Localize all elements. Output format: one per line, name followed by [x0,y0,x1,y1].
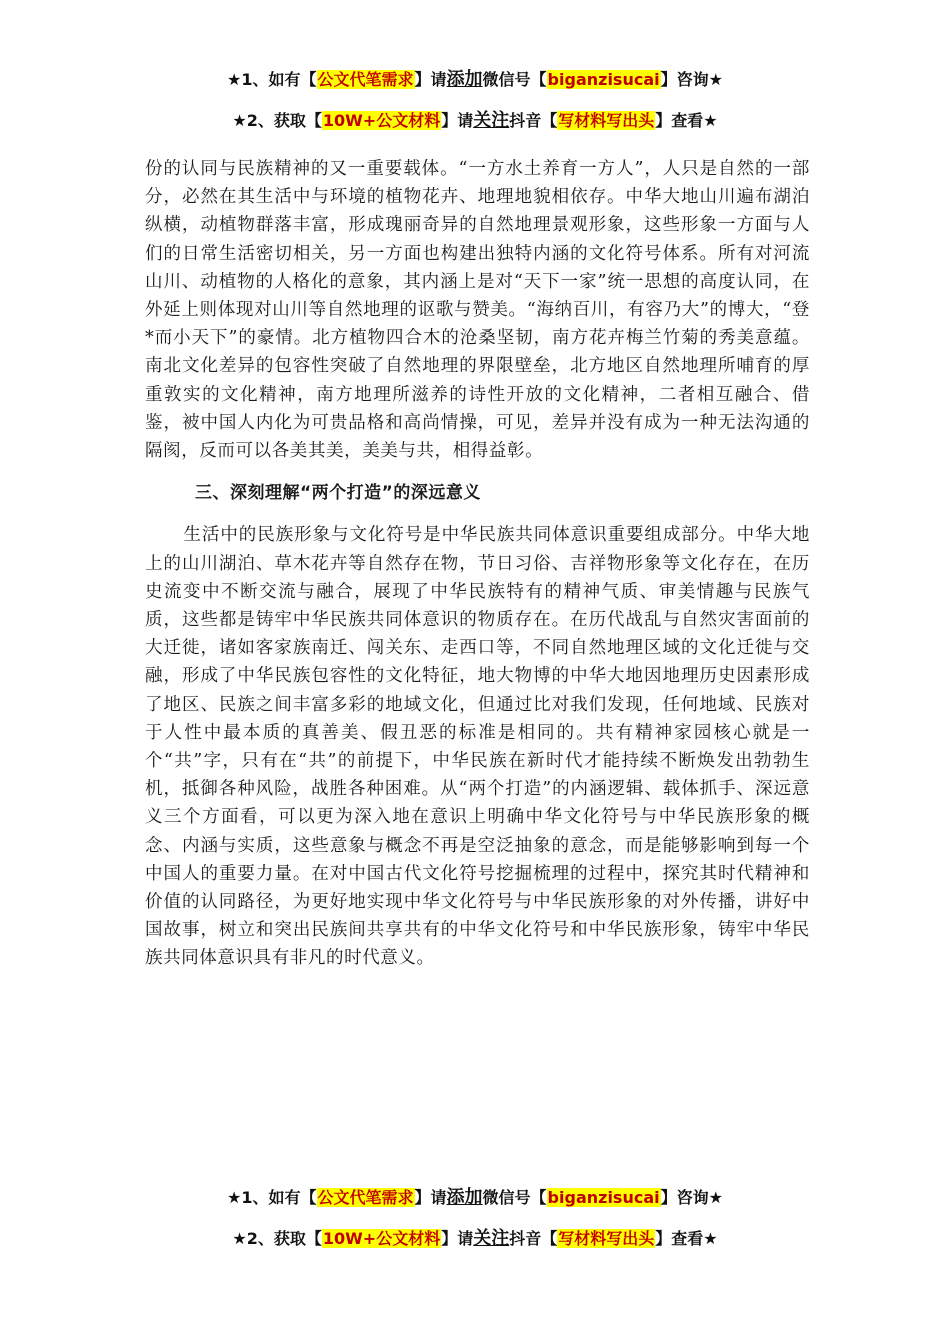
banner-line-1 [0,1187,950,1209]
banner-text: 】请 [441,111,474,130]
bottom-banner [0,1187,950,1250]
banner-text: 】请 [414,1188,447,1207]
banner-line-2 [0,1228,950,1250]
banner-text: 】请 [414,70,447,89]
banner-text: ★1、如有【 [227,70,317,89]
highlight-materials: 10W+公文材料 [322,111,441,130]
banner-text: 】请 [441,1229,474,1248]
banner-line-2 [0,110,950,132]
banner-text: ★2、获取【 [232,1229,322,1248]
banner-text: 微信号【 [482,70,547,89]
banner-text: 】咨询★ [660,1188,723,1207]
banner-text: 微信号【 [482,1188,547,1207]
highlight-service: 公文代笔需求 [317,1188,414,1207]
highlight-materials: 10W+公文材料 [322,1229,441,1248]
underlined-add: 添加 [446,1187,483,1208]
banner-text: 】查看★ [655,111,718,130]
top-banner [0,69,950,132]
paragraph-2: 生活中的民族形象与文化符号是中华民族共同体意识重要组成部分。中华大地上的山川湖泊、草木花卉等自然存在物，节日习俗、吉祥物形象等文化存在，在历史流变中不断交流与融合，展现了中华民族特有的精神气质、审美情趣与民族气质，这些都是铸牢中华民族共同体意识的物质存在。在历代战乱与自然灾害面前的大迁徙，诸如客家族南迁、闯关东、走西口等，不同自然地理区域的文化迁徙与交融，形成了中华民族包容性的文化特征，地大物博的中华大地因地理历史因素形成了地区、民族之间丰富多彩的地域文化，但通过比对我们发现，任何地域、民族对于人性中最本质的真善美、假丑恶的标准是相同的。共有精神家园核心就是一个“共”字，只有在“共”的前提下，中华民族在新时代才能持续不断焕发出勃勃生机，抵御各种风险，战胜各种困难。从“两个打造”的内涵逻辑、载体抓手、深远意义三个方面看，可以更为深入地在意识上明确中华文化符号与中华民族形象的概念、内涵与实质，这些意象与概念不再是空泛抽象的意念，而是能够影响到每一个中国人的重要力量。在对中国古代文化符号挖掘梳理的过程中，探究其时代精神和价值的认同路径，为更好地实现中华文化符号与中华民族形象的对外传播，讲好中国故事，树立和突出民族间共享共有的中华文化符号和中华民族形象，铸牢中华民族共同体意识具有非凡的时代意义。 [145,525,810,969]
banner-text: 抖音【 [509,1229,558,1248]
paragraph-1: 份的认同与民族精神的又一重要载体。“一方水土养育一方人”，人只是自然的一部分，必然在其生活中与环境的植物花卉、地理地貌相依存。中华大地山川遍布湖泊纵横，动植物群落丰富，形成瑰丽奇异的自然地理景观形象，这些形象一方面与人们的日常生活密切相关，另一方面也构建出独特内涵的文化符号体系。所有对河流山川、动植物的人格化的意象，其内涵上是对“天下一家”统一思想的高度认同，在外延上则体现对山川等自然地理的讴歌与赞美。“海纳百川，有容乃大”的博大，“登*而小天下”的豪情。北方植物四合木的沧桑坚韧，南方花卉梅兰竹菊的秀美意蕴。南北文化差异的包容性突破了自然地理的界限壁垒，北方地区自然地理所哺育的厚重敦实的文化精神，南方地理所滋养的诗性开放的文化精神，二者相互融合、借鉴，被中国人内化为可贵品格和高尚情操，可见，差异并没有成为一种无法沟通的隔阂，反而可以各美其美，美美与共，相得益彰。 [145,159,810,462]
highlight-douyin-account: 写材料写出头 [558,1229,655,1248]
underlined-add: 添加 [446,69,483,90]
section-heading: 三、深刻理解“两个打造”的深远意义 [195,483,481,504]
highlight-wechat-id: biganzisucai [547,70,660,89]
banner-text: ★2、获取【 [232,111,322,130]
document-body [145,155,810,973]
banner-text: 】咨询★ [660,70,723,89]
highlight-wechat-id: biganzisucai [547,1188,660,1207]
banner-text: 抖音【 [509,111,558,130]
banner-text: ★1、如有【 [227,1188,317,1207]
underlined-follow: 关注 [473,1228,510,1249]
banner-line-1 [0,69,950,91]
underlined-follow: 关注 [473,110,510,131]
highlight-douyin-account: 写材料写出头 [558,111,655,130]
banner-text: 】查看★ [655,1229,718,1248]
highlight-service: 公文代笔需求 [317,70,414,89]
